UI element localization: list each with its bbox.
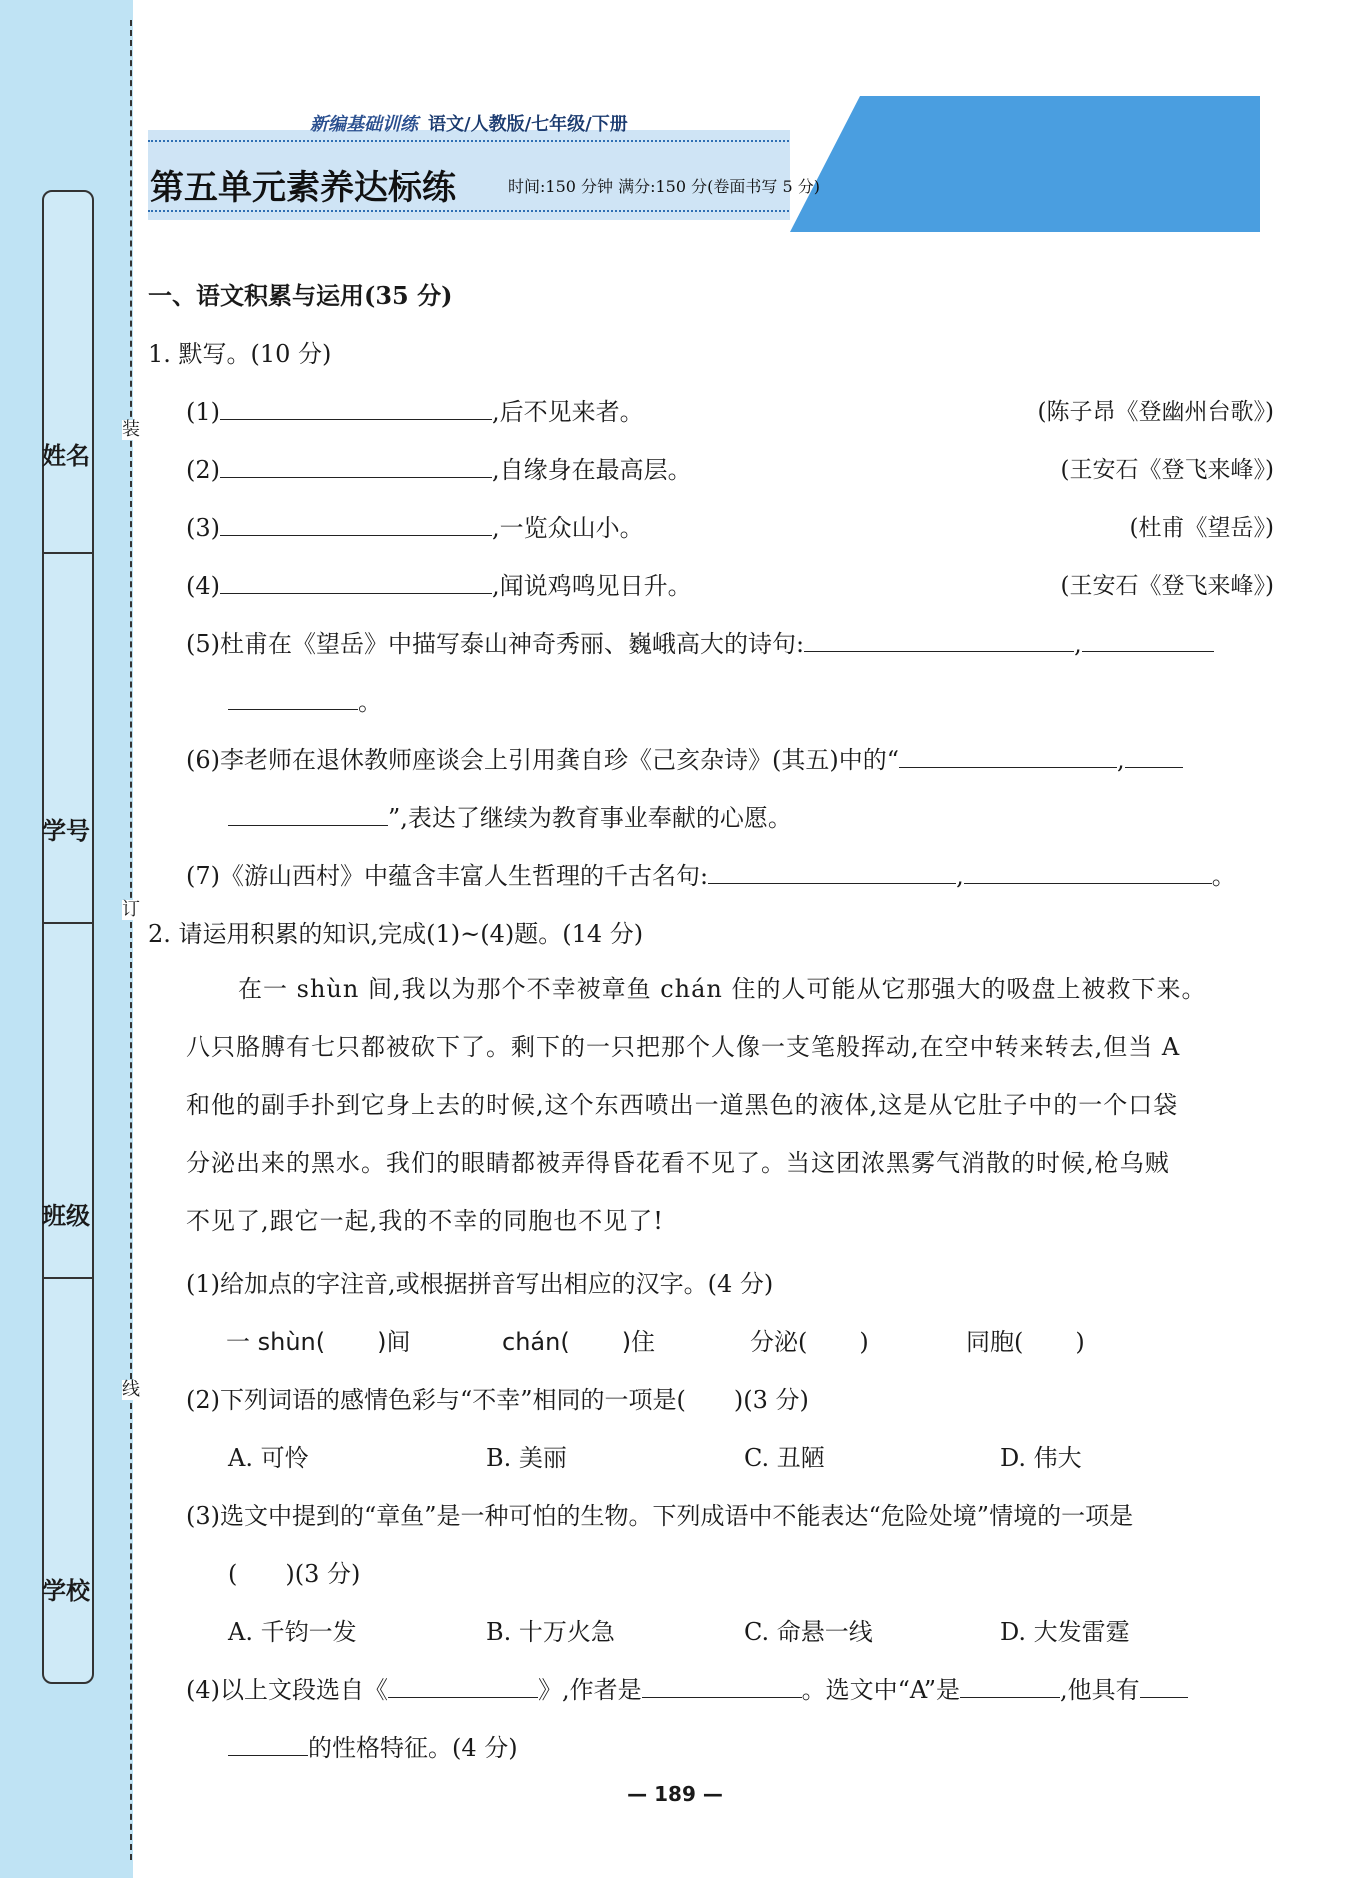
pinyin-row: 分泌( ) bbox=[750, 1328, 869, 1356]
question-item: (2) ,自缘身在最高层。 bbox=[186, 456, 692, 484]
bind-mark: 装 bbox=[122, 419, 140, 440]
source-citation: (王安石《登飞来峰》) bbox=[1060, 573, 1274, 599]
option-c: C. 丑陋 bbox=[744, 1444, 825, 1472]
question-item: (5)杜甫在《望岳》中描写泰山神奇秀丽、巍峨高大的诗句: , bbox=[186, 628, 1214, 660]
option-b: B. 十万火急 bbox=[486, 1618, 615, 1646]
sub-question: (3)选文中提到的“章鱼”是一种可怕的生物。下列成语中不能表达“危险处境”情境的一项是 bbox=[186, 1502, 1134, 1530]
pinyin-row: 同胞( ) bbox=[966, 1328, 1085, 1356]
student-id-label: 学号 bbox=[42, 816, 90, 845]
bind-mark: 线 bbox=[122, 1379, 140, 1400]
page-title: 第五单元素养达标练 bbox=[150, 168, 456, 208]
passage-line: 八只胳膊有七只都被砍下了。剩下的一只把那个人像一支笔般挥动,在空中转来转去,但当 A bbox=[186, 1033, 1181, 1061]
school-label: 学校 bbox=[42, 1576, 90, 1605]
question-stem: 2. 请运用积累的知识,完成(1)~(4)题。(14 分) bbox=[148, 920, 644, 948]
pinyin-row: chán( )住 bbox=[502, 1328, 656, 1356]
question-item: (6)李老师在退休教师座谈会上引用龚自珍《己亥杂诗》(其五)中的“ , bbox=[186, 744, 1183, 776]
passage-line: 在一 shùn 间,我以为那个不幸被章鱼 chán 住的人可能从它那强大的吸盘上被救下来。 bbox=[238, 975, 1207, 1003]
option-d: D. 大发雷霆 bbox=[1000, 1618, 1130, 1646]
header-rule bbox=[148, 140, 828, 142]
source-citation: (陈子昂《登幽州台歌》) bbox=[1037, 399, 1274, 425]
divider bbox=[44, 552, 92, 554]
option-b: B. 美丽 bbox=[486, 1444, 567, 1472]
class-label: 班级 bbox=[42, 1201, 90, 1230]
question-item: (7)《游山西村》中蕴含丰富人生哲理的千古名句: , 。 bbox=[186, 862, 1236, 890]
divider bbox=[44, 1277, 92, 1279]
header-accent bbox=[790, 96, 1260, 232]
page-number: — 189 — bbox=[627, 1782, 723, 1806]
question-stem: 1. 默写。(10 分) bbox=[148, 340, 332, 368]
passage-line: 不见了,跟它一起,我的不幸的同胞也不见了! bbox=[186, 1207, 664, 1235]
name-label: 姓名 bbox=[42, 441, 90, 470]
question-item: (4) ,闻说鸡鸣见日升。 bbox=[186, 572, 692, 600]
student-info-box bbox=[42, 190, 94, 1684]
passage-line: 分泌出来的黑水。我们的眼睛都被弄得昏花看不见了。当这团浓黑雾气消散的时候,枪乌贼 bbox=[186, 1149, 1170, 1177]
question-item-cont: ”,表达了继续为教育事业奉献的心愿。 bbox=[228, 802, 792, 834]
option-c: C. 命悬一线 bbox=[744, 1618, 873, 1646]
exam-meta: 时间:150 分钟 满分:150 分(卷面书写 5 分) bbox=[508, 177, 820, 196]
sub-question: (1)给加点的字注音,或根据拼音写出相应的汉字。(4 分) bbox=[186, 1270, 774, 1298]
source-citation: (杜甫《望岳》) bbox=[1129, 515, 1274, 541]
pinyin-row: 一 shùn( )间 bbox=[226, 1328, 411, 1356]
sub-question-cont: ( )(3 分) bbox=[228, 1560, 361, 1588]
option-d: D. 伟大 bbox=[1000, 1444, 1082, 1472]
section-title: 一、语文积累与运用(35 分) bbox=[148, 281, 453, 310]
option-a: A. 可怜 bbox=[228, 1444, 309, 1472]
cut-line bbox=[130, 20, 132, 1860]
sub-question: (4)以上文段选自《 》,作者是 。选文中“A”是 ,他具有 bbox=[186, 1674, 1188, 1706]
question-item-cont: 。 bbox=[228, 686, 382, 718]
sub-question-cont: 的性格特征。(4 分) bbox=[228, 1732, 518, 1764]
question-item: (1) ,后不见来者。 bbox=[186, 398, 644, 426]
divider bbox=[44, 922, 92, 924]
bind-mark: 订 bbox=[122, 899, 140, 920]
option-a: A. 千钧一发 bbox=[228, 1618, 357, 1646]
series-title: 新编基础训练 语文/人教版/七年级/下册 bbox=[310, 114, 628, 135]
source-citation: (王安石《登飞来峰》) bbox=[1060, 457, 1274, 483]
header-notch bbox=[790, 96, 860, 232]
header-rule bbox=[148, 210, 828, 212]
question-item: (3) ,一览众山小。 bbox=[186, 514, 644, 542]
sub-question: (2)下列词语的感情色彩与“不幸”相同的一项是( )(3 分) bbox=[186, 1386, 809, 1414]
passage-line: 和他的副手扑到它身上去的时候,这个东西喷出一道黑色的液体,这是从它肚子中的一个口袋 bbox=[186, 1091, 1179, 1119]
